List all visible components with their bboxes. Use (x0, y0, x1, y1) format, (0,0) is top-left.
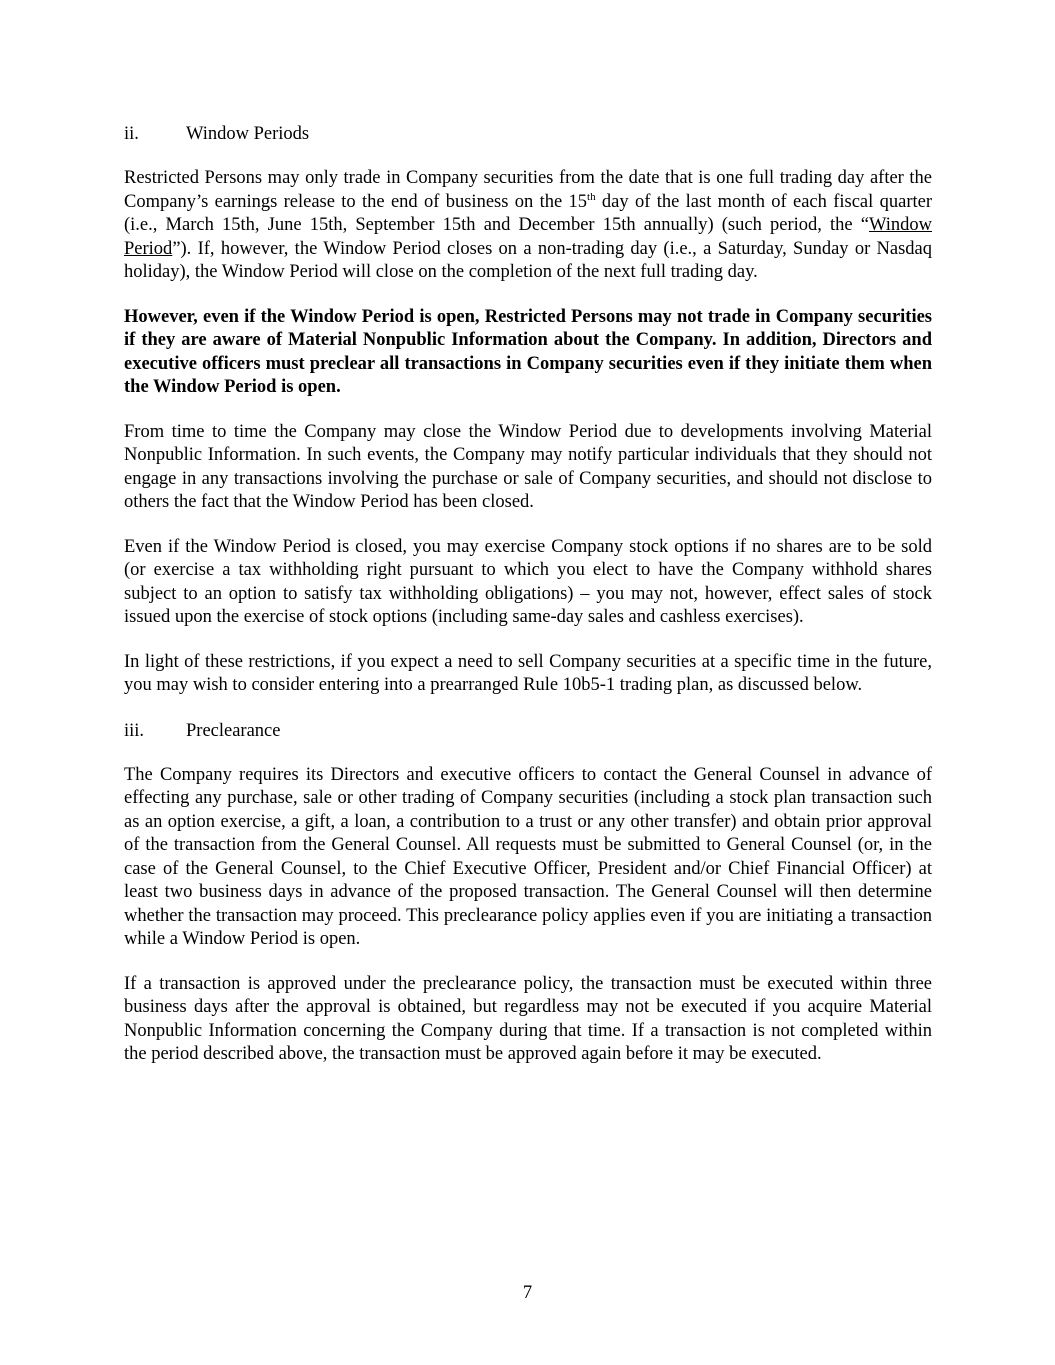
paragraph-bold-warning: However, even if the Window Period is open, Restricted Persons may not trade in Company securities if they are aware of Material Nonpublic Information about the Company. In addition, Directors and executive officers must preclear all transactions in Company securities even if they initiate them when the Window Period is open. (124, 306, 932, 397)
paragraph-preclearance-requirement: The Company requires its Directors and executive officers to contact the General Counsel in advance of effecting any purchase, sale or other trading of Company securities (including a stock plan transaction such as an option exercise, a gift, a loan, a contribution to a trust or any other transfer) and obtain prior approval of the transaction from the General Counsel. All requests must be submitted to General Counsel (or, in the case of the General Counsel, to the Chief Executive Officer, President and/or Chief Financial Officer) at least two business days in advance of the proposed transaction. The General Counsel will then determine whether the transaction may proceed. This preclearance policy applies even if you are initiating a transaction while a Window Period is open. (124, 764, 932, 949)
section-number: ii. (124, 124, 139, 144)
section-heading-window-periods (124, 122, 932, 146)
text-run: ”). If, however, the Window Period closes on a non-trading day (i.e., a Saturday, Sunday or Nasdaq holiday), the Window Period will close on the completion of the next full trading day. (124, 238, 932, 282)
page-number: 7 (522, 1283, 533, 1303)
paragraph-trading-plan: In light of these restrictions, if you expect a need to sell Company securities at a specific time in the future, you may wish to consider entering into a prearranged Rule 10b5-1 trading plan, as discussed below. (124, 651, 932, 695)
section-heading-preclearance (124, 719, 932, 743)
defined-term: Window Period (124, 215, 932, 259)
text-run: Restricted Persons may only trade in Company securities from the date that is one full trading day after the Company’s earnings release to the end of business on the 15 (124, 168, 932, 212)
paragraph-window-period-definition (124, 167, 932, 285)
section-title: Window Periods (186, 124, 310, 144)
paragraph-window-closure: From time to time the Company may close the Window Period due to developments involving Material Nonpublic Information. In such events, the Company may notify particular individuals that they should not engage in any transactions involving the purchase or sale of Company securities, and should not disclose to others the fact that the Window Period has been closed. (124, 421, 932, 512)
document-body (124, 122, 932, 1088)
paragraph-preclearance-execution: If a transaction is approved under the preclearance policy, the transaction must be executed within three business days after the approval is obtained, but regardless may not be executed if you acquire Material Nonpublic Information concerning the Company during that time. If a transaction is not completed within the period described above, the transaction must be approved again before it may be executed. (124, 973, 932, 1064)
paragraph-stock-options: Even if the Window Period is closed, you may exercise Company stock options if no shares are to be sold (or exercise a tax withholding right pursuant to which you elect to have the Company withhold shares subject to an option to satisfy tax withholding obligations) – you may not, however, effect sales of stock issued upon the exercise of stock options (including same-day sales and cashless exercises). (124, 536, 932, 627)
section-title: Preclearance (186, 720, 281, 741)
superscript: th (587, 190, 596, 203)
section-number: iii. (124, 720, 145, 741)
text-run: day of the last month of each fiscal quarter (i.e., March 15th, June 15th, September 15th and December 15th annually) (such period, the “ (124, 191, 933, 235)
